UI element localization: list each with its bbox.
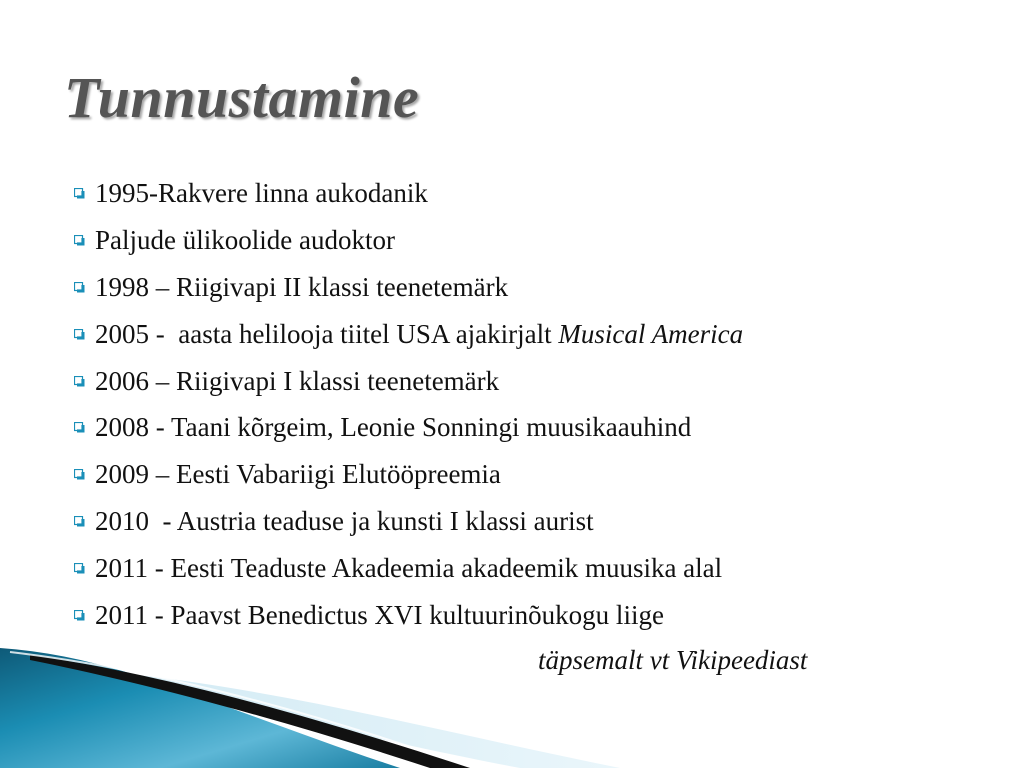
list-item: [74, 451, 743, 498]
list-item-text: 2010 - Austria teaduse ja kunsti I klassi aurist: [95, 506, 594, 537]
square-bullet-icon: [74, 422, 85, 433]
list-item-text: 2009 – Eesti Vabariigi Elutööpreemia: [95, 459, 501, 490]
square-bullet-icon: [74, 469, 85, 480]
magazine-title: Musical America: [558, 318, 744, 349]
list-item-text: 2008 - Taani kõrgeim, Leonie Sonningi muusikaauhind: [95, 412, 692, 443]
list-item-text: 2006 – Riigivapi I klassi teenetemärk: [95, 365, 500, 396]
list-item-text: 2011 - Paavst Benedictus XVI kultuurinõukogu liige: [95, 600, 664, 631]
square-bullet-icon: [74, 329, 85, 340]
list-item: [74, 592, 743, 639]
source-note: täpsemalt vt Vikipeediast: [538, 645, 808, 675]
square-bullet-icon: [74, 376, 85, 387]
list-item: [74, 545, 743, 592]
list-item: [74, 498, 743, 545]
list-item-text: [95, 311, 743, 358]
list-item: [74, 170, 743, 217]
list-item-text-plain: 2005 - aasta helilooja tiitel USA ajakirjalt: [95, 318, 559, 349]
list-item-text: 2011 - Eesti Teaduste Akadeemia akadeemik muusika alal: [95, 553, 723, 584]
slide-title: Tunnustamine: [64, 65, 420, 130]
list-item: [74, 311, 743, 358]
list-item: [74, 217, 743, 264]
square-bullet-icon: [74, 610, 85, 621]
list-item-text: Paljude ülikoolide audoktor: [95, 224, 395, 255]
list-item: [74, 358, 743, 405]
list-item: [74, 264, 743, 311]
square-bullet-icon: [74, 188, 85, 199]
list-item-text: 1998 – Riigivapi II klassi teenetemärk: [95, 271, 509, 302]
square-bullet-icon: [74, 282, 85, 293]
list-item: [74, 404, 743, 451]
bullet-list: [74, 170, 743, 639]
square-bullet-icon: [74, 563, 85, 574]
square-bullet-icon: [74, 235, 85, 246]
square-bullet-icon: [74, 516, 85, 527]
list-item-text: 1995-Rakvere linna aukodanik: [95, 178, 428, 208]
